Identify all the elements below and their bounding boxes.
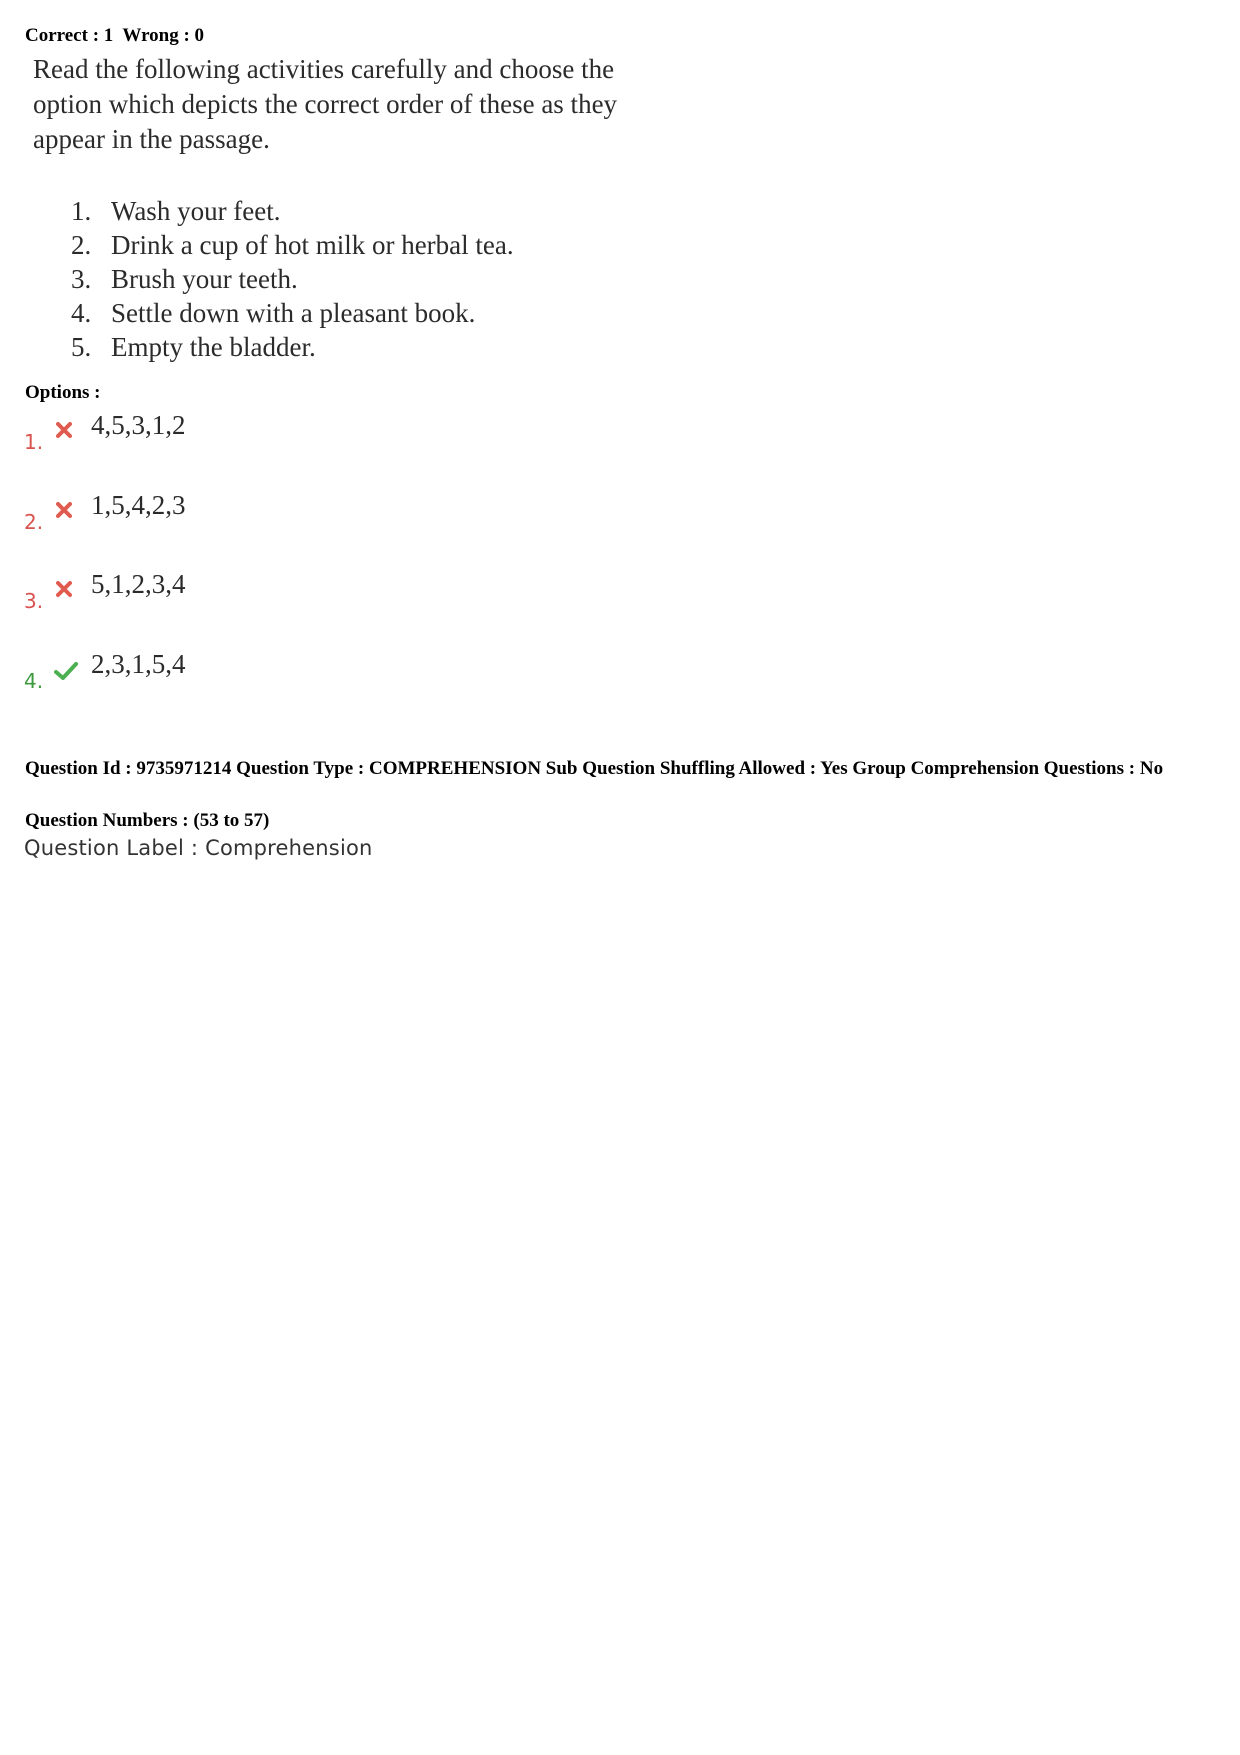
option-4 <box>24 649 424 699</box>
cross-icon <box>54 579 74 599</box>
option-number: 3. <box>24 589 44 613</box>
cross-icon <box>54 500 74 520</box>
option-1 <box>24 410 424 460</box>
activity-number: 3. <box>71 264 92 294</box>
check-icon <box>54 661 78 681</box>
activity-number: 2. <box>71 230 92 260</box>
activity-number: 5. <box>71 332 92 362</box>
option-3 <box>24 569 424 619</box>
question-meta-info: Question Id : 9735971214 Question Type : COMPREHENSION Sub Question Shuffling Allowed : Yes Group Comprehension Questions : No <box>25 758 1164 779</box>
question-numbers: Question Numbers : (53 to 57) <box>25 810 270 831</box>
activity-item <box>71 330 514 364</box>
activity-text: Drink a cup of hot milk or herbal tea. <box>111 230 514 260</box>
score-summary: Correct : 1 Wrong : 0 <box>25 25 205 46</box>
option-number: 2. <box>24 510 44 534</box>
question-image-block <box>33 52 673 362</box>
option-text: 4,5,3,1,2 <box>91 410 186 440</box>
option-number: 1. <box>24 430 44 454</box>
activity-item <box>71 194 514 228</box>
question-label: Question Label : Comprehension <box>24 836 373 860</box>
option-text: 1,5,4,2,3 <box>91 490 186 520</box>
option-text: 2,3,1,5,4 <box>91 649 186 679</box>
activity-item <box>71 262 514 296</box>
activity-text: Settle down with a pleasant book. <box>111 298 476 328</box>
activity-text: Brush your teeth. <box>111 264 298 294</box>
activity-text: Empty the bladder. <box>111 332 316 362</box>
option-2 <box>24 490 424 540</box>
activity-item <box>71 296 514 330</box>
cross-icon <box>54 420 74 440</box>
option-number: 4. <box>24 669 44 693</box>
option-text: 5,1,2,3,4 <box>91 569 186 599</box>
activity-item <box>71 228 514 262</box>
activity-list <box>71 194 514 364</box>
activity-number: 1. <box>71 196 92 226</box>
activity-number: 4. <box>71 298 92 328</box>
question-text: Read the following activities carefully and choose the option which depicts the correct order of these as they appear in the passage. <box>33 54 618 154</box>
options-label: Options : <box>25 382 101 403</box>
activity-text: Wash your feet. <box>111 196 281 226</box>
